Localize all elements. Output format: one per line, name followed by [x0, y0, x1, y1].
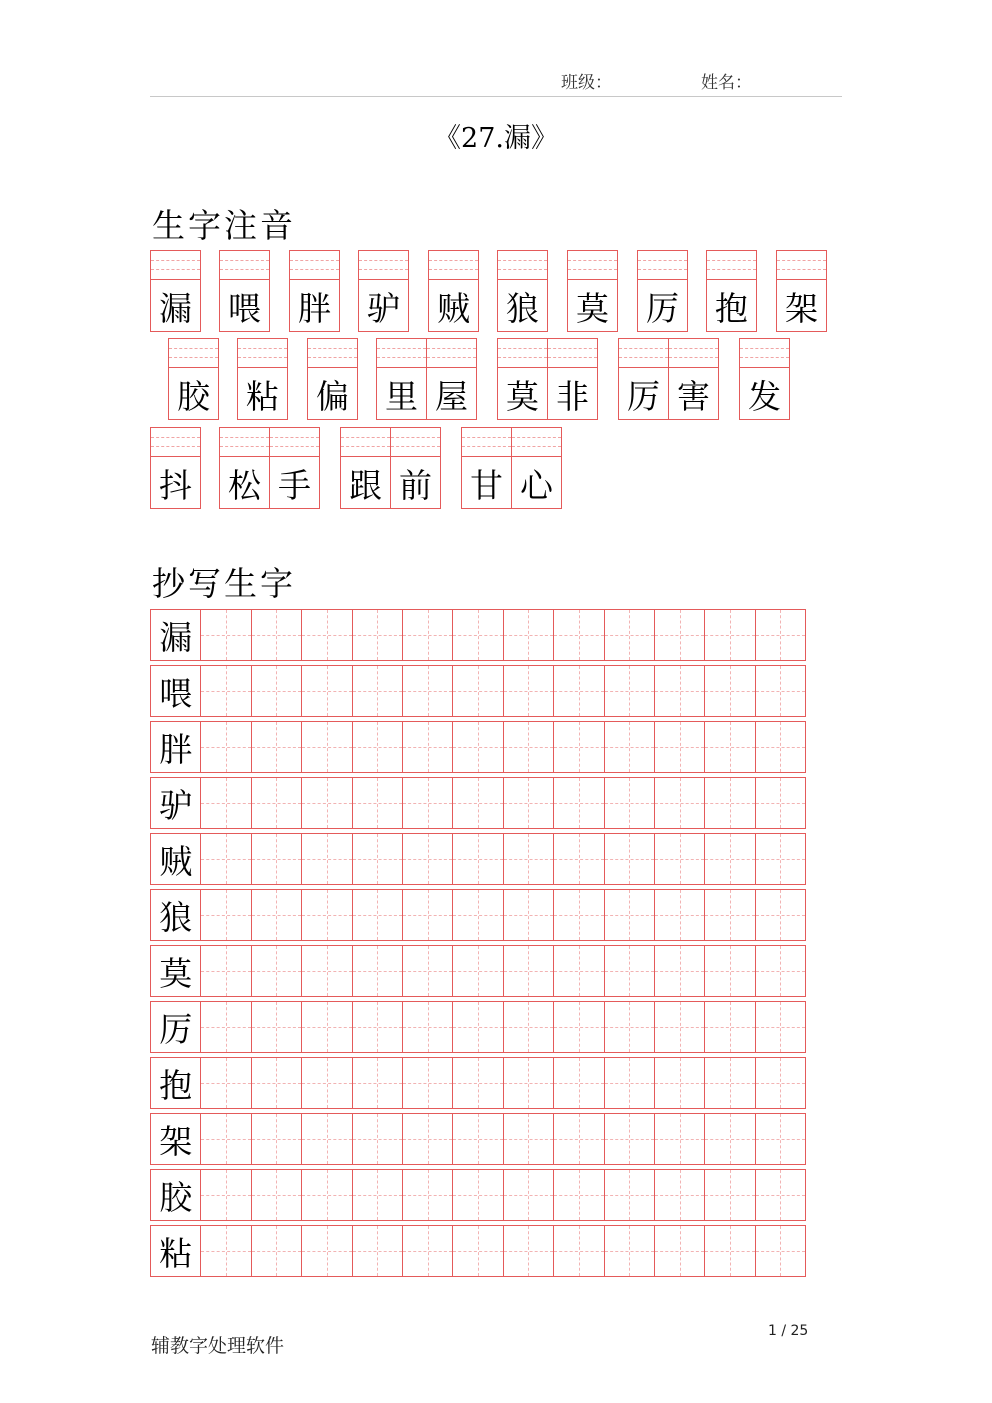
- writing-cell[interactable]: [604, 1169, 655, 1221]
- char-box: [269, 427, 320, 509]
- practice-word: [219, 250, 270, 332]
- writing-cell[interactable]: [301, 1001, 352, 1053]
- writing-cell[interactable]: [755, 777, 806, 829]
- hanzi-char: 松: [228, 465, 261, 505]
- writing-cell[interactable]: [503, 1001, 554, 1053]
- pinyin-blank[interactable]: [238, 339, 287, 368]
- char-box: [547, 338, 598, 420]
- writing-cell[interactable]: [452, 721, 503, 773]
- writing-cell[interactable]: [200, 1169, 251, 1221]
- practice-word: [776, 250, 827, 332]
- copy-row: [150, 833, 818, 885]
- writing-cell[interactable]: [352, 777, 403, 829]
- writing-cell[interactable]: [704, 721, 755, 773]
- writing-cell[interactable]: [301, 945, 352, 997]
- practice-word: [150, 250, 201, 332]
- writing-cell[interactable]: [654, 1169, 705, 1221]
- writing-cell[interactable]: [755, 1225, 806, 1277]
- writing-cell[interactable]: [604, 1113, 655, 1165]
- model-char: 胖: [159, 729, 193, 769]
- pinyin-blank[interactable]: [341, 428, 390, 457]
- writing-cell[interactable]: [402, 1057, 453, 1109]
- writing-cell[interactable]: [553, 1057, 604, 1109]
- writing-cell[interactable]: [402, 609, 453, 661]
- writing-cell[interactable]: [755, 1001, 806, 1053]
- practice-word: [706, 250, 757, 332]
- writing-cell[interactable]: [503, 1169, 554, 1221]
- hanzi-char: 发: [748, 376, 781, 416]
- hanzi-char: 偏: [316, 376, 349, 416]
- pinyin-blank[interactable]: [220, 428, 269, 457]
- hanzi-char: 粘: [246, 376, 279, 416]
- writing-cell[interactable]: [704, 777, 755, 829]
- practice-word: [618, 338, 719, 420]
- hanzi-char: 厉: [646, 288, 679, 328]
- practice-word: [637, 250, 688, 332]
- model-char-cell: [150, 833, 201, 885]
- copy-row: [150, 1225, 818, 1277]
- char-box: [567, 250, 618, 332]
- writing-cell[interactable]: [452, 609, 503, 661]
- char-box: [426, 338, 477, 420]
- writing-cell[interactable]: [251, 1113, 302, 1165]
- char-box: [637, 250, 688, 332]
- copy-row: [150, 1001, 818, 1053]
- writing-cell[interactable]: [503, 1113, 554, 1165]
- hanzi-char: 屋: [435, 376, 468, 416]
- practice-word: [376, 338, 477, 420]
- char-box: [340, 427, 391, 509]
- writing-cell[interactable]: [200, 721, 251, 773]
- pinyin-blank[interactable]: [669, 339, 718, 368]
- pinyin-blank[interactable]: [427, 339, 476, 368]
- model-char-cell: [150, 889, 201, 941]
- writing-cell[interactable]: [654, 1225, 705, 1277]
- hanzi-char: 抖: [159, 465, 192, 505]
- pinyin-blank[interactable]: [391, 428, 440, 457]
- copy-row: [150, 945, 818, 997]
- writing-cell[interactable]: [503, 889, 554, 941]
- section-title-pinyin: 生字注音: [152, 206, 296, 245]
- writing-cell[interactable]: [352, 1057, 403, 1109]
- pinyin-blank[interactable]: [359, 251, 408, 280]
- practice-word: [428, 250, 479, 332]
- writing-cell[interactable]: [402, 833, 453, 885]
- writing-cell[interactable]: [452, 833, 503, 885]
- model-char: 架: [159, 1121, 193, 1161]
- writing-cell[interactable]: [553, 665, 604, 717]
- writing-cell[interactable]: [654, 1113, 705, 1165]
- writing-cell[interactable]: [553, 889, 604, 941]
- writing-cell[interactable]: [654, 777, 705, 829]
- model-char: 驴: [159, 785, 193, 825]
- char-box: [307, 338, 358, 420]
- practice-word: [739, 338, 790, 420]
- hanzi-char: 甘: [470, 465, 503, 505]
- writing-cell[interactable]: [200, 945, 251, 997]
- model-char: 莫: [159, 953, 193, 993]
- char-box: [497, 250, 548, 332]
- hanzi-char: 莫: [506, 376, 539, 416]
- writing-cell[interactable]: [604, 1057, 655, 1109]
- writing-cell[interactable]: [553, 721, 604, 773]
- writing-cell[interactable]: [604, 721, 655, 773]
- writing-cell[interactable]: [553, 1225, 604, 1277]
- writing-cell[interactable]: [704, 833, 755, 885]
- char-box: [237, 338, 288, 420]
- hanzi-char: 里: [385, 376, 418, 416]
- char-box: [511, 427, 562, 509]
- pinyin-blank[interactable]: [151, 251, 200, 280]
- writing-cell[interactable]: [654, 721, 705, 773]
- model-char: 胶: [159, 1177, 193, 1217]
- writing-cell[interactable]: [352, 1169, 403, 1221]
- writing-cell[interactable]: [352, 721, 403, 773]
- practice-word: [289, 250, 340, 332]
- hanzi-char: 莫: [576, 288, 609, 328]
- model-char: 喂: [159, 673, 193, 713]
- writing-cell[interactable]: [301, 1225, 352, 1277]
- pinyin-blank[interactable]: [377, 339, 426, 368]
- hanzi-char: 前: [399, 465, 432, 505]
- writing-cell[interactable]: [301, 889, 352, 941]
- model-char-cell: [150, 1001, 201, 1053]
- practice-word: [168, 338, 219, 420]
- writing-cell[interactable]: [755, 833, 806, 885]
- char-box: [150, 427, 201, 509]
- writing-cell[interactable]: [251, 1057, 302, 1109]
- writing-cell[interactable]: [553, 945, 604, 997]
- model-char: 抱: [159, 1065, 193, 1105]
- char-box: [618, 338, 669, 420]
- writing-cell[interactable]: [704, 889, 755, 941]
- char-box: [219, 427, 270, 509]
- writing-cell[interactable]: [604, 609, 655, 661]
- writing-cell[interactable]: [755, 665, 806, 717]
- writing-cell[interactable]: [301, 1057, 352, 1109]
- writing-cell[interactable]: [301, 721, 352, 773]
- writing-cell[interactable]: [704, 1057, 755, 1109]
- writing-cell[interactable]: [402, 777, 453, 829]
- writing-cell[interactable]: [704, 1001, 755, 1053]
- writing-cell[interactable]: [654, 889, 705, 941]
- writing-cell[interactable]: [604, 1001, 655, 1053]
- writing-cell[interactable]: [452, 1057, 503, 1109]
- writing-cell[interactable]: [200, 1225, 251, 1277]
- writing-cell[interactable]: [352, 1001, 403, 1053]
- practice-word: [307, 338, 358, 420]
- writing-cell[interactable]: [402, 1225, 453, 1277]
- char-box: [168, 338, 219, 420]
- writing-cell[interactable]: [301, 609, 352, 661]
- model-char-cell: [150, 665, 201, 717]
- writing-cell[interactable]: [755, 609, 806, 661]
- char-box: [376, 338, 427, 420]
- writing-cell[interactable]: [704, 1113, 755, 1165]
- writing-cell[interactable]: [755, 1169, 806, 1221]
- writing-cell[interactable]: [503, 609, 554, 661]
- copy-row: [150, 1057, 818, 1109]
- writing-cell[interactable]: [402, 1169, 453, 1221]
- model-char-cell: [150, 777, 201, 829]
- page-header: [150, 58, 842, 97]
- writing-cell[interactable]: [402, 945, 453, 997]
- pinyin-blank[interactable]: [220, 251, 269, 280]
- pinyin-blank[interactable]: [498, 339, 547, 368]
- practice-word: [237, 338, 288, 420]
- writing-cell[interactable]: [301, 833, 352, 885]
- writing-cell[interactable]: [755, 1057, 806, 1109]
- model-char-cell: [150, 1113, 201, 1165]
- practice-word: [340, 427, 441, 509]
- hanzi-char: 害: [677, 376, 710, 416]
- char-box: [150, 250, 201, 332]
- writing-cell[interactable]: [251, 721, 302, 773]
- writing-cell[interactable]: [352, 889, 403, 941]
- writing-cell[interactable]: [402, 889, 453, 941]
- writing-cell[interactable]: [704, 1169, 755, 1221]
- writing-cell[interactable]: [654, 1057, 705, 1109]
- writing-cell[interactable]: [503, 1057, 554, 1109]
- writing-cell[interactable]: [503, 777, 554, 829]
- hanzi-char: 抱: [715, 288, 748, 328]
- writing-cell[interactable]: [654, 665, 705, 717]
- hanzi-char: 非: [556, 376, 589, 416]
- model-char: 狼: [159, 897, 193, 937]
- writing-cell[interactable]: [704, 609, 755, 661]
- writing-cell[interactable]: [604, 1225, 655, 1277]
- writing-cell[interactable]: [251, 665, 302, 717]
- model-char: 漏: [159, 617, 193, 657]
- writing-cell[interactable]: [251, 833, 302, 885]
- model-char-cell: [150, 609, 201, 661]
- writing-cell[interactable]: [452, 1225, 503, 1277]
- writing-cell[interactable]: [755, 721, 806, 773]
- copy-row: [150, 609, 818, 661]
- char-box: [219, 250, 270, 332]
- writing-cell[interactable]: [704, 665, 755, 717]
- hanzi-char: 漏: [159, 288, 192, 328]
- model-char-cell: [150, 721, 201, 773]
- writing-cell[interactable]: [654, 945, 705, 997]
- copy-row: [150, 889, 818, 941]
- pinyin-blank[interactable]: [462, 428, 511, 457]
- pinyin-blank[interactable]: [638, 251, 687, 280]
- writing-cell[interactable]: [755, 1113, 806, 1165]
- char-box: [739, 338, 790, 420]
- writing-cell[interactable]: [301, 777, 352, 829]
- writing-cell[interactable]: [755, 945, 806, 997]
- pinyin-blank[interactable]: [169, 339, 218, 368]
- hanzi-char: 喂: [228, 288, 261, 328]
- writing-cell[interactable]: [654, 1001, 705, 1053]
- writing-cell[interactable]: [452, 1169, 503, 1221]
- writing-cell[interactable]: [251, 777, 302, 829]
- writing-cell[interactable]: [604, 777, 655, 829]
- writing-cell[interactable]: [200, 1001, 251, 1053]
- writing-cell[interactable]: [251, 889, 302, 941]
- writing-cell[interactable]: [604, 665, 655, 717]
- practice-word: [358, 250, 409, 332]
- char-box: [706, 250, 757, 332]
- practice-word: [567, 250, 618, 332]
- writing-cell[interactable]: [452, 1001, 503, 1053]
- writing-cell[interactable]: [200, 889, 251, 941]
- pinyin-blank[interactable]: [151, 428, 200, 457]
- writing-cell[interactable]: [553, 777, 604, 829]
- writing-cell[interactable]: [553, 609, 604, 661]
- writing-cell[interactable]: [553, 1113, 604, 1165]
- writing-cell[interactable]: [352, 665, 403, 717]
- writing-cell[interactable]: [251, 945, 302, 997]
- writing-cell[interactable]: [654, 833, 705, 885]
- writing-cell[interactable]: [452, 889, 503, 941]
- writing-cell[interactable]: [352, 945, 403, 997]
- char-box: [776, 250, 827, 332]
- model-char-cell: [150, 1057, 201, 1109]
- writing-cell[interactable]: [553, 1169, 604, 1221]
- writing-cell[interactable]: [503, 833, 554, 885]
- pinyin-blank[interactable]: [512, 428, 561, 457]
- writing-cell[interactable]: [503, 945, 554, 997]
- writing-cell[interactable]: [452, 1113, 503, 1165]
- hanzi-char: 厉: [627, 376, 660, 416]
- name-label: 姓名：: [701, 73, 752, 93]
- char-box: [668, 338, 719, 420]
- copy-row: [150, 777, 818, 829]
- char-box: [390, 427, 441, 509]
- writing-cell[interactable]: [704, 945, 755, 997]
- writing-cell[interactable]: [352, 833, 403, 885]
- pinyin-blank[interactable]: [308, 339, 357, 368]
- hanzi-char: 跟: [349, 465, 382, 505]
- writing-cell[interactable]: [251, 1001, 302, 1053]
- pinyin-blank[interactable]: [548, 339, 597, 368]
- writing-cell[interactable]: [200, 665, 251, 717]
- pinyin-blank[interactable]: [707, 251, 756, 280]
- pinyin-blank[interactable]: [777, 251, 826, 280]
- hanzi-char: 手: [278, 465, 311, 505]
- char-box: [358, 250, 409, 332]
- writing-cell[interactable]: [553, 833, 604, 885]
- writing-cell[interactable]: [200, 777, 251, 829]
- writing-cell[interactable]: [452, 665, 503, 717]
- copy-row: [150, 1169, 818, 1221]
- writing-cell[interactable]: [200, 1113, 251, 1165]
- model-char-cell: [150, 1169, 201, 1221]
- copy-row: [150, 665, 818, 717]
- footer-software: 辅教字处理软件: [151, 1335, 285, 1357]
- pinyin-blank[interactable]: [290, 251, 339, 280]
- model-char: 粘: [159, 1233, 193, 1273]
- writing-cell[interactable]: [503, 1225, 554, 1277]
- practice-word: [461, 427, 562, 509]
- lesson-title: 《27.漏》: [434, 123, 558, 154]
- writing-cell[interactable]: [452, 945, 503, 997]
- pinyin-blank[interactable]: [270, 428, 319, 457]
- hanzi-char: 贼: [437, 288, 470, 328]
- writing-cell[interactable]: [301, 1169, 352, 1221]
- writing-cell[interactable]: [251, 609, 302, 661]
- writing-cell[interactable]: [402, 1113, 453, 1165]
- writing-cell[interactable]: [200, 609, 251, 661]
- writing-cell[interactable]: [301, 665, 352, 717]
- practice-word: [497, 338, 598, 420]
- writing-cell[interactable]: [251, 1225, 302, 1277]
- writing-cell[interactable]: [402, 665, 453, 717]
- copy-practice-grid: [150, 609, 818, 1281]
- model-char: 贼: [159, 841, 193, 881]
- model-char-cell: [150, 1225, 201, 1277]
- pinyin-blank[interactable]: [568, 251, 617, 280]
- char-box: [497, 338, 548, 420]
- hanzi-char: 狼: [506, 288, 539, 328]
- writing-cell[interactable]: [452, 777, 503, 829]
- writing-cell[interactable]: [251, 1169, 302, 1221]
- practice-word: [150, 427, 201, 509]
- writing-cell[interactable]: [402, 1001, 453, 1053]
- model-char: 厉: [159, 1009, 193, 1049]
- pinyin-blank[interactable]: [740, 339, 789, 368]
- char-box: [428, 250, 479, 332]
- hanzi-char: 胶: [177, 376, 210, 416]
- writing-cell[interactable]: [352, 609, 403, 661]
- class-label: 班级：: [561, 73, 612, 93]
- writing-cell[interactable]: [352, 1113, 403, 1165]
- writing-cell[interactable]: [352, 1225, 403, 1277]
- writing-cell[interactable]: [704, 1225, 755, 1277]
- model-char-cell: [150, 945, 201, 997]
- section-title-copy: 抄写生字: [152, 564, 296, 603]
- pinyin-blank[interactable]: [498, 251, 547, 280]
- char-box: [289, 250, 340, 332]
- practice-word: [497, 250, 548, 332]
- writing-cell[interactable]: [604, 945, 655, 997]
- hanzi-char: 胖: [298, 288, 331, 328]
- writing-cell[interactable]: [503, 721, 554, 773]
- copy-row: [150, 721, 818, 773]
- writing-cell[interactable]: [654, 609, 705, 661]
- writing-cell[interactable]: [200, 1057, 251, 1109]
- writing-cell[interactable]: [503, 665, 554, 717]
- writing-cell[interactable]: [604, 889, 655, 941]
- hanzi-char: 驴: [367, 288, 400, 328]
- writing-cell[interactable]: [402, 721, 453, 773]
- writing-cell[interactable]: [755, 889, 806, 941]
- writing-cell[interactable]: [200, 833, 251, 885]
- pinyin-blank[interactable]: [429, 251, 478, 280]
- writing-cell[interactable]: [553, 1001, 604, 1053]
- char-box: [461, 427, 512, 509]
- page-number: 1 / 25: [768, 1323, 809, 1339]
- hanzi-char: 架: [785, 288, 818, 328]
- hanzi-char: 心: [520, 465, 553, 505]
- copy-row: [150, 1113, 818, 1165]
- writing-cell[interactable]: [301, 1113, 352, 1165]
- writing-cell[interactable]: [604, 833, 655, 885]
- pinyin-blank[interactable]: [619, 339, 668, 368]
- practice-word: [219, 427, 320, 509]
